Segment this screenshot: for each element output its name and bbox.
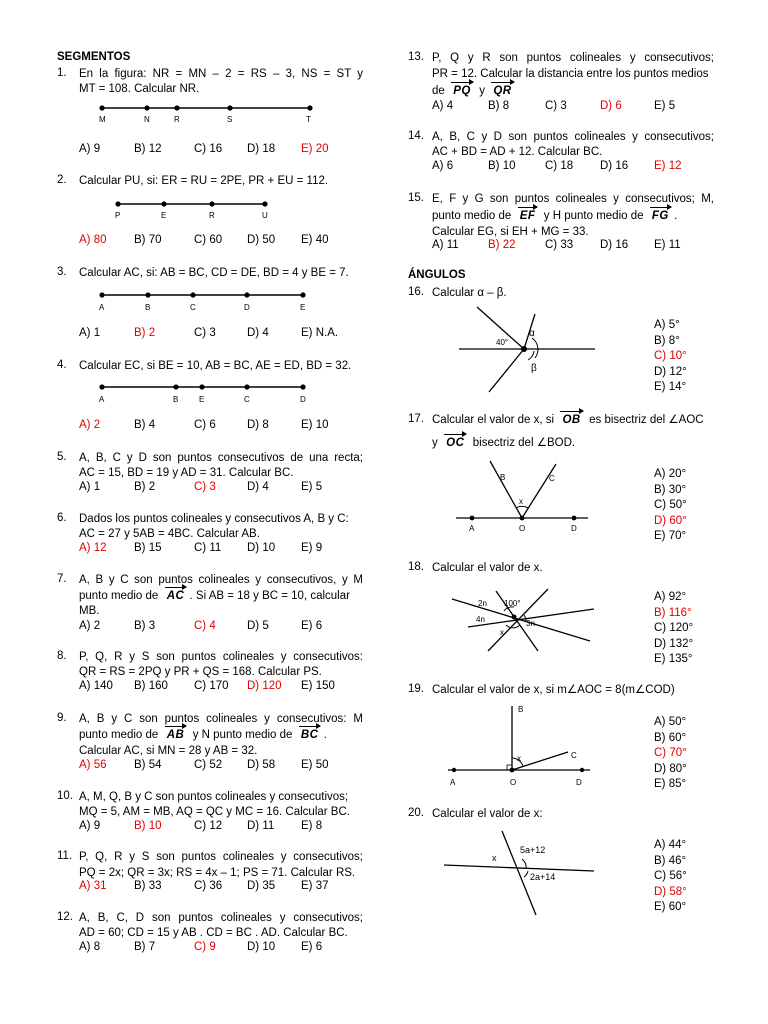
segment-symbol: EF	[519, 210, 536, 222]
options	[79, 234, 359, 250]
option[interactable]: B) 10	[134, 820, 162, 832]
point-label: B	[145, 303, 151, 312]
option[interactable]: E) 5	[301, 481, 323, 493]
options	[654, 318, 687, 396]
option[interactable]: C) 33	[545, 239, 574, 251]
option[interactable]: B) 33	[134, 880, 162, 892]
options	[79, 327, 359, 343]
angle-label: 40°	[496, 338, 509, 347]
option[interactable]: D) 58	[247, 759, 276, 771]
option[interactable]: B) 10	[488, 160, 516, 172]
option[interactable]: E) 9	[301, 542, 323, 554]
option[interactable]: E) 37	[301, 880, 329, 892]
option[interactable]: A) 4	[432, 100, 454, 112]
option[interactable]: D) 12°	[654, 365, 687, 378]
ray-symbol: OC	[446, 437, 465, 449]
options	[79, 620, 359, 636]
option[interactable]: A) 9	[79, 820, 101, 832]
point-label: D	[244, 303, 250, 312]
point-label: M	[99, 115, 106, 124]
option[interactable]: D) 4	[247, 481, 269, 493]
segment-figure	[106, 197, 286, 221]
segment-symbol: FG	[651, 210, 669, 222]
option[interactable]: C) 12	[194, 820, 223, 832]
option[interactable]: B) 22	[488, 239, 516, 251]
point-t	[307, 105, 312, 110]
option[interactable]: A) 1	[79, 327, 101, 339]
problem-number: 3.	[57, 266, 67, 278]
option[interactable]: A) 2	[79, 620, 101, 632]
problem-number: 1.	[57, 67, 67, 79]
options	[432, 160, 712, 176]
point-label: D	[571, 524, 577, 533]
problem-text: QR = RS = 2PQ y PR + QS = 168. Calcular PS.	[79, 666, 322, 678]
option[interactable]: E) 50	[301, 759, 329, 771]
option[interactable]: A) 1	[79, 481, 101, 493]
option[interactable]: B) 8	[488, 100, 510, 112]
problem-text: PR = 12. Calcular la distancia entre los puntos medios	[432, 68, 709, 80]
options	[79, 680, 359, 696]
problem-text: Calcular el valor de x, si m∠AOC = 8(m∠COD)	[432, 684, 675, 696]
option[interactable]: A) 5°	[654, 319, 680, 331]
option[interactable]: E) 11	[654, 239, 681, 251]
problem-text: AC = 27 y 5AB = 4BC. Calcular AB.	[79, 528, 260, 540]
option[interactable]: C) 60	[194, 234, 223, 246]
option[interactable]: E) 14°	[654, 381, 687, 393]
problem-text: Dados los puntos colineales y consecutivos A, B y C:	[79, 513, 349, 525]
problem-number: 4.	[57, 359, 67, 371]
angle-figure	[452, 456, 602, 538]
problem-number: 20.	[408, 807, 424, 819]
option[interactable]: B) 4	[134, 419, 156, 431]
segment-symbol: AB	[166, 729, 185, 741]
option[interactable]: D) 5	[247, 620, 269, 632]
problem-text: punto medio de AB y N punto medio de BC .	[79, 729, 327, 741]
option[interactable]: C) 10°	[654, 350, 687, 362]
segment-symbol: QR	[493, 85, 512, 97]
angle-figure	[440, 825, 608, 925]
problem-text: A, M, Q, B y C son puntos colineales y consecutivos;	[79, 791, 349, 803]
point-label: R	[174, 115, 180, 124]
option[interactable]: D) 35	[247, 880, 276, 892]
option[interactable]: D) 16	[600, 160, 629, 172]
problem-text: P, Q, R y S son puntos colineales y consecutivos:	[79, 651, 363, 663]
options	[432, 239, 712, 255]
problem-number: 10.	[57, 790, 73, 802]
option[interactable]: A) 31	[79, 880, 107, 892]
point-label: C	[571, 751, 577, 760]
angle-label: 2a+14	[530, 872, 556, 882]
option[interactable]: C) 70°	[654, 747, 687, 759]
problem-number: 9.	[57, 712, 67, 724]
option[interactable]: D) 50	[247, 234, 276, 246]
option[interactable]: D) 11	[247, 820, 275, 832]
option[interactable]: E) 10	[301, 419, 329, 431]
option[interactable]: B) 3	[134, 620, 156, 632]
option[interactable]: B) 2	[134, 481, 156, 493]
option[interactable]: B) 70	[134, 234, 162, 246]
option[interactable]: E) 20	[301, 143, 329, 155]
point-label: C	[549, 474, 555, 483]
angle-label: α	[529, 328, 535, 339]
angle-figure	[444, 700, 604, 792]
angle-label: x	[500, 628, 504, 637]
option[interactable]: D) 60°	[654, 514, 687, 527]
problem-text: AC + BD = AD + 12. Calcular BC.	[432, 146, 603, 158]
point-label: A	[99, 303, 105, 312]
options	[79, 759, 359, 775]
problem-number: 19.	[408, 683, 424, 695]
segment-figure	[90, 100, 330, 126]
option[interactable]: D) 120	[247, 680, 282, 692]
point-label: E	[199, 395, 205, 404]
point-label: U	[262, 211, 268, 220]
segment-symbol: AC	[166, 590, 185, 602]
problem-text: Calcular α – β.	[432, 287, 507, 299]
problem-text: PQ = 2x; QR = 3x; RS = 4x – 1; PS = 71. Calcular RS.	[79, 867, 356, 879]
option[interactable]: B) 8°	[654, 334, 680, 347]
option[interactable]: C) 4	[194, 620, 216, 632]
option[interactable]: D) 80°	[654, 762, 687, 775]
problem-text: Calcular AC, si: AB = BC, CD = DE, BD = 4 y BE = 7.	[79, 267, 349, 279]
option[interactable]: C) 18	[545, 160, 574, 172]
option[interactable]: A) 6	[432, 160, 454, 172]
option[interactable]: E) 85°	[654, 778, 687, 790]
option[interactable]: A) 80	[79, 234, 107, 246]
point-label: B	[173, 395, 179, 404]
options	[79, 941, 359, 957]
option[interactable]: A) 44°	[654, 839, 687, 851]
options	[79, 419, 359, 435]
point-label: A	[99, 395, 105, 404]
option[interactable]: E) 150	[301, 680, 335, 692]
problem-text: AD = 60; CD = 15 y AB . CD = BC . AD. Calcular BC.	[79, 927, 348, 939]
point-label: O	[519, 524, 526, 533]
option[interactable]: E) 6	[301, 620, 323, 632]
problem-text: AC = 15, BD = 19 y AD = 31. Calcular BC.	[79, 467, 294, 479]
point-label: D	[300, 395, 306, 404]
point-label: B	[518, 705, 524, 714]
option[interactable]: C) 9	[194, 941, 216, 953]
problem-text: A, B, C y D son puntos colineales y consecutivos;	[432, 131, 714, 143]
point-n	[144, 105, 149, 110]
options	[654, 715, 687, 793]
section-title-angulos: ÁNGULOS	[408, 269, 466, 281]
option[interactable]: E) 135°	[654, 653, 693, 665]
angle-figure	[448, 585, 608, 657]
segment-figure	[90, 379, 320, 405]
problem-number: 12.	[57, 911, 73, 923]
options	[432, 100, 712, 116]
angle-label: 4n	[476, 615, 485, 624]
option[interactable]: E) 12	[654, 160, 682, 172]
problem-text: A, B y C son puntos colineales y consecutivos: M	[79, 713, 363, 725]
problem-text: y OC bisectriz del ∠BOD.	[432, 437, 576, 449]
option[interactable]: B) 2	[134, 327, 156, 339]
problem-text: punto medio de AC . Si AB = 18 y BC = 10, calcular	[79, 590, 350, 602]
point-m	[99, 105, 104, 110]
option[interactable]: A) 12	[79, 542, 107, 554]
option[interactable]: E) 40	[301, 234, 329, 246]
point-label: O	[510, 778, 517, 787]
option[interactable]: C) 50°	[654, 499, 687, 511]
problem-text: Calcular EG, si EH + MG = 33.	[432, 226, 589, 238]
point-s	[227, 105, 232, 110]
point-label: D	[576, 778, 582, 787]
problem-number: 17.	[408, 413, 424, 425]
option[interactable]: B) 46°	[654, 854, 687, 867]
point-label: E	[300, 303, 306, 312]
problem-number: 16.	[408, 286, 424, 298]
ray-symbol: OB	[562, 414, 581, 426]
problem-text: Calcular el valor de x, si OB es bisectriz del ∠AOC	[432, 414, 704, 426]
options	[79, 481, 359, 497]
option[interactable]: A) 20°	[654, 468, 687, 480]
problem-text: P, Q, R y S son puntos colineales y consecutivos;	[79, 851, 363, 863]
angle-label: 3n	[526, 619, 535, 628]
problem-text: A, B, C, D son puntos colineales y consecutivos;	[79, 912, 363, 924]
problem-text: Calcular PU, si: ER = RU = 2PE, PR + EU = 112.	[79, 175, 329, 187]
segment-symbol: BC	[300, 729, 319, 741]
option[interactable]: D) 6	[600, 100, 622, 112]
point-label: S	[227, 115, 233, 124]
option[interactable]: A) 8	[79, 941, 101, 953]
option[interactable]: B) 12	[134, 143, 162, 155]
angle-label: 2n	[478, 599, 487, 608]
angle-label: x	[517, 754, 521, 763]
angle-label: x	[519, 497, 523, 506]
options	[79, 542, 359, 558]
problem-text: MT = 108. Calcular NR.	[79, 83, 200, 95]
problem-text: MB.	[79, 605, 100, 617]
problem-number: 11.	[57, 850, 73, 862]
point-label: N	[144, 115, 150, 124]
option[interactable]: B) 116°	[654, 606, 692, 619]
point-label: A	[469, 524, 475, 533]
option[interactable]: A) 56	[79, 759, 107, 771]
option[interactable]: C) 170	[194, 680, 229, 692]
option[interactable]: A) 11	[432, 239, 459, 251]
option[interactable]: C) 52	[194, 759, 223, 771]
option[interactable]: A) 50°	[654, 716, 687, 728]
option[interactable]: C) 11	[194, 542, 222, 554]
option[interactable]: C) 56°	[654, 870, 687, 882]
problem-number: 5.	[57, 451, 67, 463]
option[interactable]: C) 3	[194, 481, 216, 493]
option[interactable]: B) 54	[134, 759, 162, 771]
option[interactable]: C) 36	[194, 880, 223, 892]
option[interactable]: A) 9	[79, 143, 101, 155]
point-label: B	[500, 473, 506, 482]
option[interactable]: A) 92°	[654, 591, 687, 603]
angle-label: 100°	[504, 599, 521, 608]
problem-number: 14.	[408, 130, 424, 142]
problem-text: Calcular EC, si BE = 10, AB = BC, AE = ED, BD = 32.	[79, 360, 352, 372]
problem-number: 2.	[57, 174, 67, 186]
option[interactable]: B) 60°	[654, 731, 687, 744]
angle-label: β	[531, 363, 537, 374]
problem-text: P, Q y R son puntos colineales y consecutivos;	[432, 52, 714, 64]
problem-text: A, B, C y D son puntos consecutivos de una recta;	[79, 452, 363, 464]
segment-figure	[90, 287, 320, 313]
option[interactable]: E) 5	[654, 100, 676, 112]
point-label: R	[209, 211, 215, 220]
option[interactable]: B) 160	[134, 680, 168, 692]
option[interactable]: C) 120°	[654, 622, 694, 634]
section-title-segmentos: SEGMENTOS	[57, 51, 131, 63]
problem-text: punto medio de EF y H punto medio de FG .	[432, 210, 678, 222]
option[interactable]: B) 7	[134, 941, 156, 953]
problem-text: E, F y G son puntos colineales y consecutivos; M,	[432, 193, 714, 205]
options	[79, 143, 359, 159]
option[interactable]: A) 2	[79, 419, 101, 431]
point-label: A	[450, 778, 456, 787]
option[interactable]: D) 58°	[654, 885, 687, 898]
point-label: C	[244, 395, 250, 404]
problem-number: 8.	[57, 650, 67, 662]
problem-number: 13.	[408, 51, 424, 63]
option[interactable]: E) 8	[301, 820, 323, 832]
problem-text: de PQ y QR	[432, 85, 512, 97]
angle-label: x	[492, 853, 497, 863]
segment-symbol: PQ	[453, 85, 471, 97]
options	[654, 838, 687, 916]
option[interactable]: D) 16	[600, 239, 629, 251]
point-label: C	[190, 303, 196, 312]
options	[654, 467, 687, 545]
problem-number: 6.	[57, 512, 67, 524]
option[interactable]: A) 140	[79, 680, 113, 692]
option[interactable]: D) 18	[247, 143, 276, 155]
option[interactable]: E) N.A.	[301, 327, 339, 339]
option[interactable]: B) 30°	[654, 483, 687, 496]
option[interactable]: C) 3	[545, 100, 567, 112]
problem-text: MQ = 5, AM = MB, AQ = QC y MC = 16. Calcular BC.	[79, 806, 350, 818]
problem-text: A, B y C son puntos colineales y consecutivos, y M	[79, 574, 363, 586]
option[interactable]: C) 16	[194, 143, 223, 155]
option[interactable]: D) 10	[247, 542, 276, 554]
problem-text: En la figura: NR = MN – 2 = RS – 3, NS = ST y	[79, 68, 363, 80]
option[interactable]: C) 3	[194, 327, 216, 339]
angle-label: 5a+12	[520, 845, 546, 855]
problem-number: 18.	[408, 561, 424, 573]
problem-number: 15.	[408, 192, 424, 204]
point-label: E	[161, 211, 167, 220]
angle-figure	[455, 302, 605, 400]
point-label: P	[115, 211, 121, 220]
point-r	[174, 105, 179, 110]
options	[654, 590, 693, 668]
point-label: T	[306, 115, 311, 124]
options	[79, 820, 359, 836]
option[interactable]: E) 70°	[654, 530, 687, 542]
option[interactable]: E) 6	[301, 941, 323, 953]
problem-text: Calcular el valor de x.	[432, 562, 543, 574]
option[interactable]: C) 6	[194, 419, 216, 431]
option[interactable]: B) 15	[134, 542, 162, 554]
option[interactable]: D) 132°	[654, 637, 694, 650]
option[interactable]: D) 10	[247, 941, 276, 953]
options	[79, 880, 359, 896]
problem-text: Calcular el valor de x:	[432, 808, 543, 820]
problem-number: 7.	[57, 573, 67, 585]
option[interactable]: D) 4	[247, 327, 269, 339]
option[interactable]: D) 8	[247, 419, 269, 431]
option[interactable]: E) 60°	[654, 901, 687, 913]
problem-text: Calcular AC, si MN = 28 y AB = 32.	[79, 745, 258, 757]
